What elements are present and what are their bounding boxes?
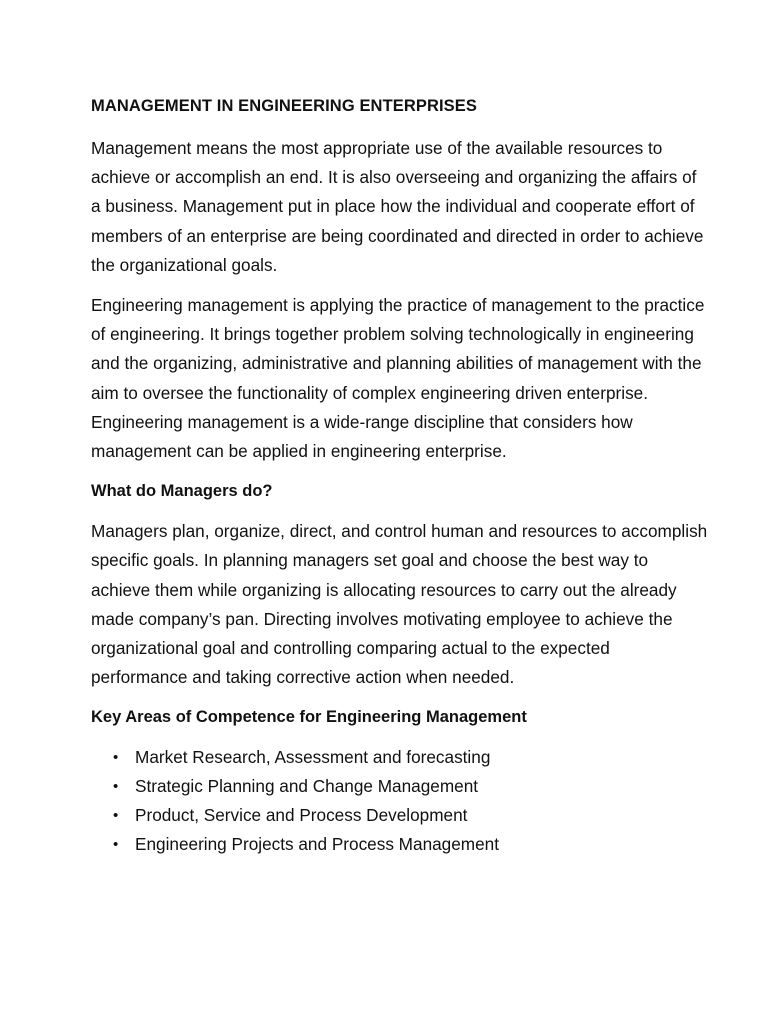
- list-item-text: Product, Service and Process Development: [135, 805, 468, 826]
- list-item-text: Strategic Planning and Change Management: [135, 776, 479, 797]
- paragraph-engineering-management: Engineering management is applying the practice of management to the practice of engineering. It brings together problem solving technologically in engineering and the organizing, administrative and planning abilities of management with the aim to oversee the functionality of complex engineering driven enterprise. Engineering management is a wide-range discipline that considers how management can be applied in engineering enterprise.: [91, 295, 705, 462]
- bullet-icon: •: [113, 836, 119, 854]
- document-title: MANAGEMENT IN ENGINEERING ENTERPRISES: [91, 97, 477, 115]
- list-item: [113, 801, 708, 830]
- heading-key-areas: Key Areas of Competence for Engineering Management: [91, 708, 527, 727]
- list-item: [113, 830, 708, 859]
- paragraph-managers-functions: Managers plan, organize, direct, and control human and resources to accomplish specific goals. In planning managers set goal and choose the best way to achieve them while organizing is allocating resources to carry out the already made company’s pan. Directing involves motivating employee to achieve the organizational goal and controlling comparing actual to the expected performance and taking corrective action when needed.: [91, 521, 708, 688]
- heading-what-managers-do: What do Managers do?: [91, 482, 273, 501]
- list-item: [113, 743, 708, 772]
- bullet-icon: •: [113, 778, 119, 796]
- paragraph-management-definition: Management means the most appropriate use of the available resources to achieve or accomplish an end. It is also overseeing and organizing the affairs of a business. Management put in place how the individual and cooperate effort of members of an enterprise are being coordinated and directed in order to achieve the organizational goals.: [91, 138, 704, 275]
- list-item-text: Market Research, Assessment and forecasting: [135, 747, 491, 768]
- bullet-icon: •: [113, 749, 119, 767]
- bullet-icon: •: [113, 807, 119, 825]
- list-item: [113, 772, 708, 801]
- list-item-text: Engineering Projects and Process Management: [135, 834, 500, 855]
- competence-list: [91, 743, 708, 859]
